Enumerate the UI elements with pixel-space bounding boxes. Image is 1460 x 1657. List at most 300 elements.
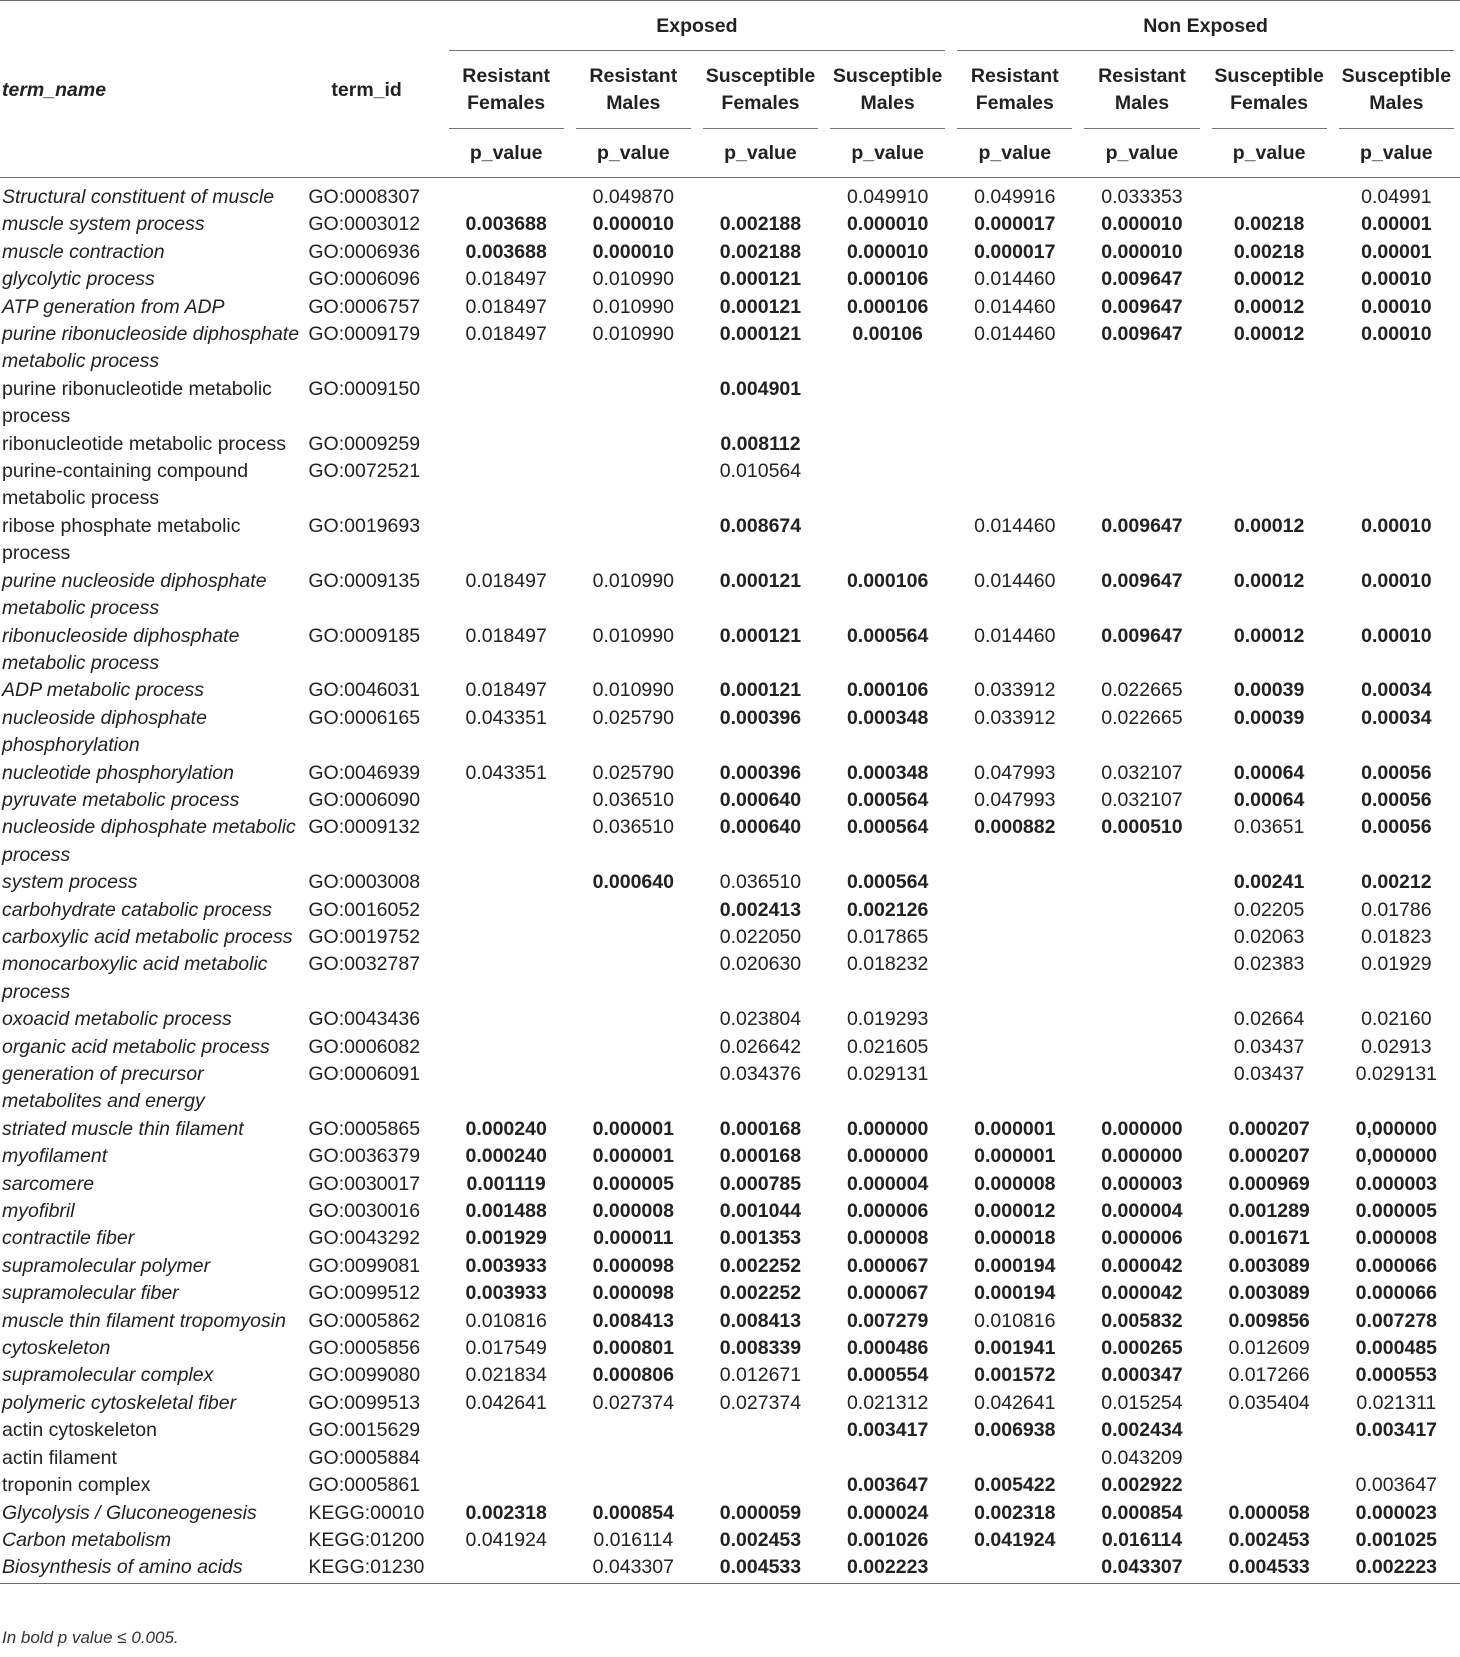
term-id-cell: GO:0006757 [308, 295, 421, 318]
term-name-cell: oxoacid metabolic process [2, 1008, 232, 1031]
p-value-cell: 0.004533 [697, 1554, 824, 1583]
p-value-cell: 0.003089 [1228, 1254, 1310, 1277]
table-row [0, 513, 1460, 568]
p-value-cell: 0.014460 [974, 514, 1056, 537]
p-value-cell [1333, 458, 1460, 513]
p-value-cell: 0.002318 [465, 1501, 547, 1524]
p-value-cell: 0.000001 [974, 1117, 1056, 1140]
term-id-cell: GO:0009185 [308, 624, 421, 647]
term-name-cell: Carbon metabolism [2, 1528, 172, 1551]
p-value-cell: 0.000207 [1228, 1117, 1310, 1140]
p-value-cell [570, 1006, 697, 1033]
p-value-cell: 0.027374 [592, 1391, 674, 1414]
p-value-cell: 0.043351 [465, 761, 547, 784]
p-value-cell: 0.032107 [1101, 761, 1183, 784]
p-value-cell: 0.000001 [592, 1117, 674, 1140]
term-name-cell: purine nucleoside diphosphate metabolic process [2, 569, 267, 620]
p-value-cell: 0.009856 [1228, 1309, 1310, 1332]
p-value-cell: 0.000106 [846, 268, 929, 291]
p-value-cell: 0.035404 [1228, 1391, 1310, 1414]
table-row [0, 1198, 1460, 1225]
term-id-cell: GO:0030016 [308, 1200, 421, 1223]
p-value-cell: 0.000006 [1101, 1227, 1183, 1250]
p-value-cell: 0.017266 [1228, 1364, 1310, 1387]
term-name-cell: polymeric cytoskeletal fiber [2, 1391, 237, 1414]
p-value-cell [570, 951, 697, 1006]
p-value-cell: 0.002252 [719, 1282, 802, 1305]
p-value-cell: 0.000011 [593, 1227, 674, 1250]
column-header-term-id: term_id [331, 78, 402, 101]
p-value-cell [570, 513, 697, 568]
p-value-cell: 0.008413 [719, 1309, 802, 1332]
p-value-cell: 0.018497 [465, 624, 547, 647]
table-row [0, 266, 1460, 293]
term-name-cell: supramolecular complex [2, 1364, 214, 1387]
p-value-cell: 0.002413 [719, 898, 802, 921]
term-id-cell: GO:0006165 [308, 706, 421, 729]
p-value-cell [951, 1034, 1078, 1061]
p-value-cell: 0.00241 [1233, 871, 1305, 894]
p-value-cell: 0.002922 [1101, 1474, 1183, 1497]
p-value-cell [1333, 376, 1460, 431]
column-header-term-name: term_name [2, 78, 107, 101]
p-value-cell [951, 376, 1078, 431]
column-header-group: Susceptible Males [824, 51, 951, 129]
p-value-cell: 0.003933 [465, 1254, 547, 1277]
p-value-cell: 0.000001 [592, 1145, 674, 1168]
p-value-cell: 0.003647 [1355, 1474, 1438, 1497]
p-value-cell: 0.043307 [1078, 1554, 1205, 1583]
p-value-cell: 0.02664 [1233, 1008, 1305, 1031]
p-value-cell: 0.029131 [1355, 1063, 1438, 1085]
table-row [0, 1034, 1460, 1061]
p-value-cell: 0.014460 [974, 323, 1056, 346]
p-value-cell: 0.027374 [719, 1391, 802, 1414]
column-header-p-value: p_value [1206, 129, 1333, 178]
term-name-cell: Glycolysis / Gluconeogenesis [2, 1501, 257, 1524]
p-value-cell: 0.001488 [465, 1200, 547, 1223]
p-value-cell: 0.000005 [592, 1172, 674, 1195]
term-id-cell: GO:0099512 [308, 1282, 421, 1305]
p-value-cell [1078, 376, 1205, 431]
p-value-cell: 0.000801 [592, 1337, 674, 1360]
p-value-cell [570, 431, 697, 458]
p-value-cell: 0.016114 [1101, 1528, 1183, 1551]
p-value-cell: 0.021605 [846, 1035, 929, 1058]
p-value-cell [443, 787, 570, 814]
p-value-cell: 0.002318 [974, 1501, 1056, 1524]
term-id-cell: GO:0006090 [308, 788, 421, 811]
term-name-cell: organic acid metabolic process [2, 1035, 270, 1058]
p-value-cell: 0.000348 [846, 706, 929, 729]
p-value-cell: 0.000008 [846, 1227, 929, 1250]
p-value-cell: 0.010564 [719, 460, 802, 483]
table-row [0, 787, 1460, 814]
table-row [0, 869, 1460, 896]
p-value-cell: 0.003417 [1355, 1419, 1438, 1442]
p-value-cell [1333, 1445, 1460, 1472]
term-name-cell: monocarboxylic acid metabolic process [2, 953, 268, 1003]
p-value-cell: 0.000854 [1101, 1501, 1183, 1524]
p-value-cell: 0.00010 [1361, 268, 1432, 291]
p-value-cell: 0.003933 [465, 1282, 547, 1305]
term-id-cell: GO:0005856 [308, 1337, 421, 1360]
p-value-cell: 0.000194 [974, 1254, 1056, 1277]
table-row [0, 458, 1460, 513]
p-value-cell: 0.016114 [593, 1528, 674, 1551]
p-value-cell: 0.00001 [1361, 240, 1432, 263]
term-name-cell: nucleoside diphosphate phosphorylation [2, 706, 207, 757]
group-header-exposed: Exposed [443, 0, 952, 51]
p-value-cell: 0.000067 [846, 1282, 929, 1305]
p-value-cell: 0.019293 [846, 1008, 929, 1031]
p-value-cell: 0.009647 [1101, 569, 1183, 592]
p-value-cell: 0.000396 [719, 706, 802, 729]
p-value-cell: 0.000240 [465, 1117, 547, 1140]
p-value-cell: 0.000066 [1355, 1282, 1438, 1305]
p-value-cell: 0.01786 [1361, 898, 1432, 921]
p-value-cell: 0.023804 [719, 1008, 802, 1031]
p-value-cell: 0.017549 [465, 1337, 547, 1360]
p-value-cell: 0.00010 [1361, 323, 1432, 346]
p-value-cell: 0.001119 [466, 1172, 546, 1195]
p-value-cell: 0.00010 [1361, 514, 1432, 537]
term-id-cell: GO:0015629 [308, 1419, 421, 1442]
p-value-cell [443, 431, 570, 458]
p-value-cell: 0.000008 [1355, 1227, 1438, 1250]
p-value-cell: 0.041924 [465, 1528, 547, 1551]
term-id-cell: GO:0019693 [308, 514, 421, 537]
term-name-cell: ADP metabolic process [2, 679, 204, 702]
table-row [0, 1390, 1460, 1417]
column-header-p-value: p_value [1333, 129, 1460, 178]
p-value-cell: 0.00064 [1233, 761, 1305, 784]
table-row [0, 1171, 1460, 1198]
p-value-cell: 0.010990 [592, 624, 674, 647]
p-value-cell: 0.000003 [1101, 1172, 1183, 1195]
table-row [0, 760, 1460, 787]
p-value-cell: 0.026642 [719, 1035, 802, 1058]
p-value-cell: 0.025790 [592, 761, 674, 784]
p-value-cell: 0.000121 [719, 569, 802, 592]
table-row [0, 1417, 1460, 1444]
p-value-cell [443, 1472, 570, 1499]
term-id-cell: GO:0043436 [308, 1008, 421, 1031]
p-value-cell: 0.000347 [1101, 1364, 1183, 1387]
p-value-cell: 0.008674 [719, 514, 802, 537]
term-name-cell: striated muscle thin filament [2, 1117, 244, 1140]
p-value-cell [443, 951, 570, 1006]
p-value-cell: 0.04991 [1361, 186, 1432, 208]
p-value-cell: 0.00039 [1233, 706, 1305, 729]
term-id-cell: GO:0099080 [308, 1364, 421, 1387]
p-value-cell: 0.000058 [1228, 1501, 1310, 1524]
column-header-group: Resistant Males [570, 51, 697, 129]
p-value-cell: 0.000396 [719, 761, 802, 784]
p-value-cell: 0.009647 [1101, 295, 1183, 318]
p-value-cell: 0.002188 [719, 213, 802, 236]
p-value-cell: 0.000024 [846, 1501, 929, 1524]
p-value-cell [1206, 1445, 1333, 1472]
p-value-cell [951, 951, 1078, 1006]
term-name-cell: contractile fiber [2, 1227, 135, 1250]
term-id-cell: GO:0016052 [308, 898, 421, 921]
p-value-cell: 0.004533 [1206, 1554, 1333, 1583]
p-value-cell: 0.006938 [974, 1419, 1056, 1442]
term-name-cell: generation of precursor metabolites and energy [2, 1063, 205, 1113]
p-value-cell: 0.009647 [1101, 624, 1183, 647]
p-value-cell: 0.000018 [974, 1227, 1056, 1250]
p-value-cell: 0.033353 [1101, 186, 1183, 208]
p-value-cell [1206, 1417, 1333, 1444]
p-value-cell: 0.007278 [1355, 1309, 1438, 1332]
p-value-cell: 0.018232 [846, 953, 929, 976]
p-value-cell: 0.008112 [720, 432, 801, 455]
table-row [0, 1006, 1460, 1033]
table-row [0, 924, 1460, 951]
p-value-cell [951, 924, 1078, 951]
p-value-cell: 0.042641 [465, 1391, 547, 1414]
p-value-cell: 0.001353 [719, 1227, 802, 1250]
term-name-cell: myofilament [2, 1145, 108, 1168]
term-id-cell: GO:0046939 [308, 761, 421, 784]
p-value-cell: 0.000010 [1101, 240, 1183, 263]
p-value-cell [824, 1445, 951, 1472]
p-value-cell [697, 1472, 824, 1499]
p-value-cell: 0.000969 [1228, 1172, 1310, 1195]
p-value-cell: 0.032107 [1101, 788, 1183, 811]
p-value-cell: 0.022665 [1101, 706, 1183, 729]
term-id-cell: GO:0032787 [308, 953, 421, 976]
p-value-cell: 0.029131 [846, 1063, 929, 1085]
term-name-cell: supramolecular polymer [2, 1254, 211, 1277]
table-row [0, 1527, 1460, 1554]
group-header-non-exposed: Non Exposed [951, 0, 1460, 51]
p-value-cell [697, 1417, 824, 1444]
p-value-cell: 0.000059 [719, 1501, 802, 1524]
term-id-cell: GO:0006936 [308, 240, 421, 263]
table-row [0, 1116, 1460, 1143]
p-value-cell: 0.010816 [465, 1309, 547, 1332]
table-row [0, 321, 1460, 376]
table-row [0, 1472, 1460, 1499]
p-value-cell [443, 178, 570, 211]
table-row [0, 1362, 1460, 1389]
p-value-cell: 0.00056 [1361, 761, 1432, 784]
p-value-cell: 0.000265 [1101, 1337, 1183, 1360]
term-name-cell: glycolytic process [2, 268, 155, 291]
p-value-cell: 0.000066 [1355, 1254, 1438, 1277]
p-value-cell: 0.02063 [1233, 925, 1305, 948]
p-value-cell [443, 814, 570, 869]
term-name-cell: ribonucleotide metabolic process [2, 432, 286, 455]
p-value-cell: 0.009647 [1101, 514, 1183, 537]
column-header-p-value: p_value [443, 129, 570, 178]
p-value-cell: 0.043351 [465, 706, 547, 729]
term-id-cell: GO:0019752 [308, 925, 421, 948]
term-name-cell: muscle system process [2, 213, 205, 236]
p-value-cell: 0.000486 [846, 1337, 929, 1360]
p-value-cell: 0.010990 [592, 323, 674, 346]
p-value-cell: 0.014460 [974, 268, 1056, 291]
p-value-cell: 0.036510 [592, 816, 674, 839]
p-value-cell: 0.017865 [846, 925, 929, 948]
p-value-cell: 0.000023 [1355, 1501, 1438, 1524]
p-value-cell: 0.03437 [1233, 1035, 1305, 1058]
p-value-cell [570, 1445, 697, 1472]
p-value-cell: 0.000121 [719, 624, 802, 647]
p-value-cell: 0.00010 [1361, 295, 1432, 318]
p-value-cell: 0.008339 [719, 1337, 802, 1360]
term-id-cell: GO:0009132 [308, 816, 421, 839]
p-value-cell: 0.041924 [974, 1528, 1056, 1551]
column-header-group: Resistant Females [443, 51, 570, 129]
p-value-cell: 0.043307 [570, 1554, 697, 1583]
term-id-cell: GO:0003012 [308, 213, 421, 236]
column-header-p-value: p_value [824, 129, 951, 178]
p-value-cell: 0.00064 [1233, 788, 1305, 811]
p-value-cell [443, 376, 570, 431]
p-value-cell: 0.000640 [719, 816, 802, 839]
p-value-cell: 0.000010 [592, 213, 674, 236]
p-value-cell: 0.000564 [846, 788, 929, 811]
p-value-cell: 0.001044 [719, 1200, 802, 1223]
p-value-cell: 0.049916 [974, 186, 1056, 208]
p-value-cell: 0.001026 [846, 1528, 929, 1551]
table-row [0, 1554, 1460, 1583]
p-value-cell: 0.010990 [592, 295, 674, 318]
p-value-cell: 0.00056 [1361, 788, 1432, 811]
term-name-cell: Biosynthesis of amino acids [0, 1554, 300, 1583]
p-value-cell: 0.001929 [465, 1227, 547, 1250]
p-value-cell: 0.036510 [592, 788, 674, 811]
p-value-cell: 0.000510 [1101, 816, 1183, 839]
term-id-cell: GO:0005884 [308, 1446, 421, 1469]
table-row [0, 951, 1460, 1006]
p-value-cell: 0.02160 [1361, 1008, 1432, 1031]
p-value-cell [697, 1445, 824, 1472]
term-name-cell: supramolecular fiber [2, 1282, 179, 1305]
p-value-cell [1078, 431, 1205, 458]
p-value-cell: 0.049910 [846, 186, 929, 208]
table-body [0, 178, 1460, 1584]
p-value-cell: 0.018497 [465, 323, 547, 346]
p-value-cell: 0.000006 [846, 1200, 929, 1223]
p-value-cell: 0.010816 [974, 1309, 1056, 1332]
p-value-cell: 0.000121 [719, 268, 802, 291]
p-value-cell [951, 1554, 1078, 1583]
p-value-cell [1078, 869, 1205, 896]
p-value-cell: 0.00012 [1233, 569, 1305, 592]
term-name-cell: nucleotide phosphorylation [2, 761, 235, 784]
p-value-cell: 0.012609 [1228, 1337, 1310, 1360]
p-value-cell: 0.000098 [592, 1254, 674, 1277]
column-header-p-value: p_value [1078, 129, 1205, 178]
p-value-cell: 0.03437 [1233, 1063, 1305, 1085]
term-name-cell: ATP generation from ADP [2, 295, 225, 318]
p-value-cell [951, 869, 1078, 896]
table-row [0, 178, 1460, 211]
p-value-cell [443, 1061, 570, 1116]
p-value-cell: 0.000121 [719, 295, 802, 318]
p-value-cell: 0.021311 [1356, 1391, 1437, 1414]
p-value-cell: 0.000564 [846, 624, 929, 647]
p-value-cell: 0.02383 [1233, 953, 1305, 976]
p-value-cell: 0.005832 [1101, 1309, 1183, 1332]
p-value-cell: 0.005422 [974, 1474, 1056, 1497]
table-row [0, 705, 1460, 760]
p-value-cell: 0.000854 [592, 1501, 674, 1524]
p-value-cell: 0.00012 [1233, 624, 1305, 647]
p-value-cell [443, 869, 570, 896]
p-value-cell: 0.008413 [592, 1309, 674, 1332]
term-id-cell: GO:0030017 [308, 1172, 421, 1195]
p-value-cell: 0.01823 [1361, 925, 1432, 948]
term-name-cell: Structural constituent of muscle [2, 186, 275, 208]
term-id-cell: GO:0009150 [308, 377, 421, 400]
table-row [0, 1061, 1460, 1116]
column-header-group: Resistant Females [951, 51, 1078, 129]
term-id-cell: GO:0009135 [308, 569, 421, 592]
p-value-cell: 0.000010 [846, 213, 929, 236]
p-value-cell: 0.000001 [974, 1145, 1056, 1168]
term-id-cell: GO:0006082 [308, 1035, 421, 1058]
p-value-cell: 0.00001 [1361, 213, 1432, 236]
p-value-cell: 0.000785 [719, 1172, 802, 1195]
p-value-cell: 0.018497 [465, 268, 547, 291]
p-value-cell [1078, 458, 1205, 513]
p-value-cell: 0.022050 [719, 925, 802, 948]
term-name-cell: muscle thin filament tropomyosin [2, 1309, 286, 1332]
term-id-cell: GO:0009259 [308, 432, 421, 455]
table-row [0, 1500, 1460, 1527]
p-value-cell: 0.020630 [719, 953, 802, 976]
p-value-cell: 0.002126 [846, 898, 929, 921]
p-value-cell [951, 458, 1078, 513]
p-value-cell: 0.02205 [1233, 898, 1305, 921]
p-value-cell: 0.000348 [846, 761, 929, 784]
p-value-cell: 0.00218 [1233, 213, 1305, 236]
term-id-cell: GO:0009179 [308, 323, 421, 346]
p-value-cell: 0.009647 [1101, 323, 1183, 346]
term-id-cell: GO:0008307 [308, 186, 421, 208]
term-name-cell: system process [2, 871, 138, 894]
p-value-cell: 0.012671 [719, 1364, 802, 1387]
p-value-cell: 0.000067 [846, 1254, 929, 1277]
p-value-cell [951, 897, 1078, 924]
p-value-cell: 0.000010 [846, 240, 929, 263]
p-value-cell [443, 1554, 570, 1583]
p-value-cell: 0.000553 [1355, 1364, 1438, 1387]
term-name-cell: ribose phosphate metabolic process [2, 514, 241, 565]
p-value-cell: 0.000098 [592, 1282, 674, 1305]
p-value-cell [570, 897, 697, 924]
p-value-cell [951, 431, 1078, 458]
table-row [0, 431, 1460, 458]
term-id-cell: GO:0005862 [308, 1309, 421, 1332]
p-value-cell [443, 458, 570, 513]
p-value-cell: 0.000004 [846, 1172, 929, 1195]
p-value-cell: 0.015254 [1101, 1391, 1183, 1414]
p-value-cell: 0.003417 [846, 1419, 929, 1442]
table-row [0, 211, 1460, 238]
p-value-cell: 0.000106 [846, 295, 929, 318]
p-value-cell [1078, 951, 1205, 1006]
p-value-cell: 0.021312 [846, 1391, 929, 1414]
table-row [0, 1280, 1460, 1307]
p-value-cell [570, 1417, 697, 1444]
p-value-cell [443, 1006, 570, 1033]
